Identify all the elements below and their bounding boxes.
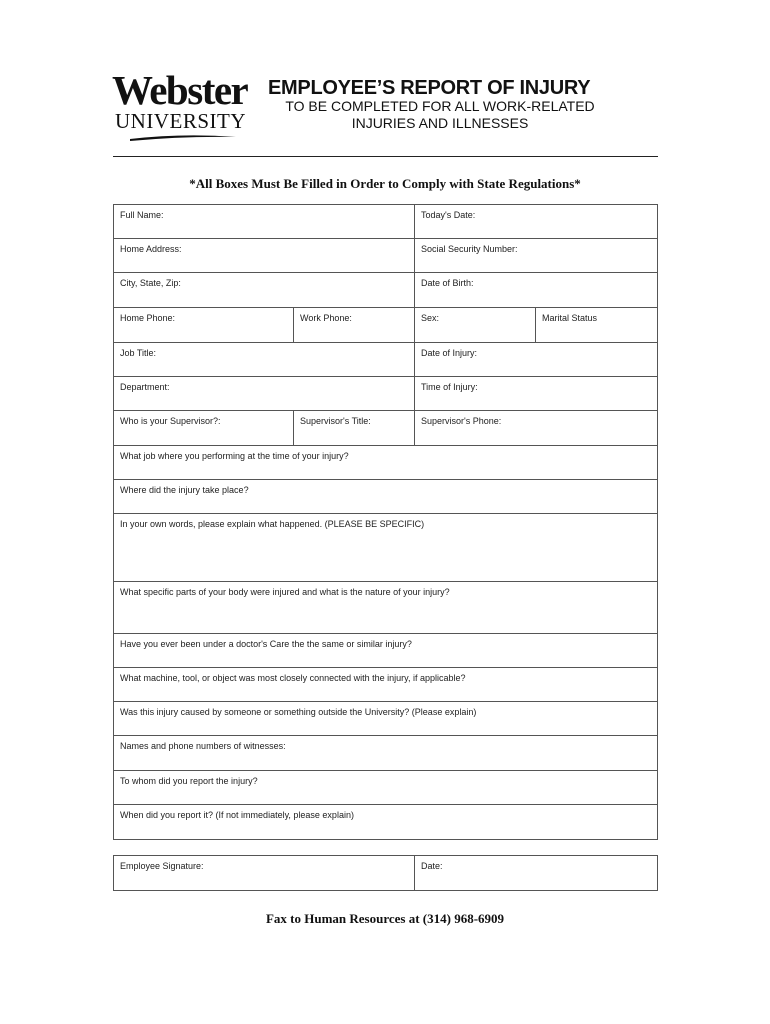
- body-parts-field[interactable]: What specific parts of your body were injured and what is the nature of your injury?: [114, 582, 657, 634]
- date-of-injury-field[interactable]: Date of Injury:: [415, 343, 657, 377]
- marital-status-field[interactable]: Marital Status: [536, 308, 657, 343]
- date-of-birth-field[interactable]: Date of Birth:: [415, 273, 657, 308]
- employee-signature-field[interactable]: Employee Signature:: [114, 856, 415, 890]
- home-phone-field[interactable]: Home Phone:: [114, 308, 294, 343]
- job-performing-field[interactable]: What job where you performing at the time of your injury?: [114, 446, 657, 480]
- injury-report-form: [113, 204, 658, 840]
- subtitle-line-1: TO BE COMPLETED FOR ALL WORK-RELATED: [285, 98, 595, 114]
- form-title: EMPLOYEE’S REPORT OF INJURY: [268, 77, 591, 99]
- sex-field[interactable]: Sex:: [415, 308, 536, 343]
- witnesses-field[interactable]: Names and phone numbers of witnesses:: [114, 736, 657, 771]
- city-state-zip-field[interactable]: City, State, Zip:: [114, 273, 415, 308]
- job-title-field[interactable]: Job Title:: [114, 343, 415, 377]
- description-field[interactable]: In your own words, please explain what happened. (PLEASE BE SPECIFIC): [114, 514, 657, 582]
- home-address-field[interactable]: Home Address:: [114, 239, 415, 273]
- supervisor-field[interactable]: Who is your Supervisor?:: [114, 411, 294, 446]
- signature-date-field[interactable]: Date:: [421, 861, 443, 871]
- todays-date-field[interactable]: Today's Date:: [415, 205, 657, 239]
- outside-cause-field[interactable]: Was this injury caused by someone or something outside the University? (Please explain): [114, 702, 657, 736]
- when-reported-field[interactable]: When did you report it? (If not immediately, please explain): [120, 810, 354, 820]
- fax-instructions: Fax to Human Resources at (314) 968-6909: [265, 911, 505, 926]
- machine-tool-field[interactable]: What machine, tool, or object was most closely connected with the injury, if applicable?: [114, 668, 657, 702]
- department-field[interactable]: Department:: [114, 377, 415, 411]
- full-name-field[interactable]: Full Name:: [114, 205, 415, 239]
- subtitle-line-2: INJURIES AND ILLNESSES: [351, 115, 529, 131]
- regulations-notice: *All Boxes Must Be Filled in Order to Comply with State Regulations*: [189, 176, 581, 191]
- supervisor-phone-field[interactable]: Supervisor's Phone:: [415, 411, 657, 446]
- form-subtitle: [268, 98, 612, 132]
- doctor-care-field[interactable]: Have you ever been under a doctor's Care the the same or similar injury?: [114, 634, 657, 668]
- webster-university-logo: [112, 67, 252, 142]
- ssn-field[interactable]: Social Security Number:: [415, 239, 657, 273]
- header-divider: [113, 156, 658, 157]
- work-phone-field[interactable]: Work Phone:: [294, 308, 415, 343]
- signature-section: [113, 855, 658, 891]
- supervisor-title-field[interactable]: Supervisor's Title:: [294, 411, 415, 446]
- logo-line-1: Webster: [112, 67, 248, 113]
- logo-swoosh-icon: [128, 132, 238, 142]
- injury-location-field[interactable]: Where did the injury take place?: [114, 480, 657, 514]
- logo-line-2: UNIVERSITY: [115, 109, 246, 133]
- reported-to-field[interactable]: To whom did you report the injury?: [114, 771, 657, 805]
- time-of-injury-field[interactable]: Time of Injury:: [415, 377, 657, 411]
